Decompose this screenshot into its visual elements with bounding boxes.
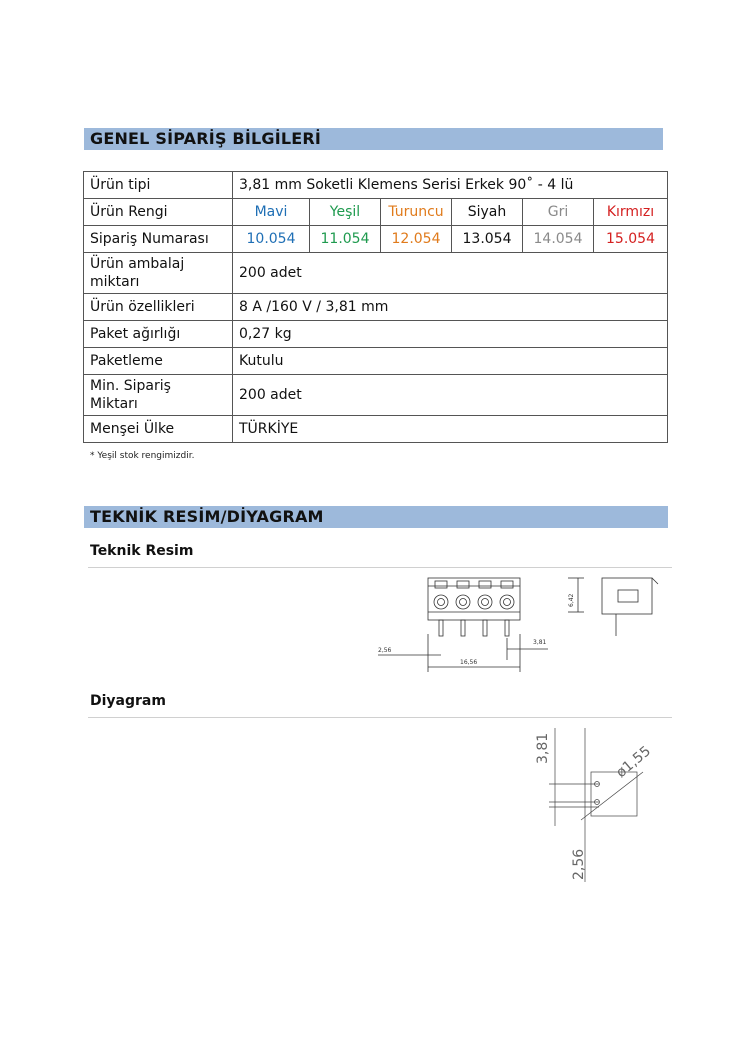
value-urun-tipi: 3,81 mm Soketli Klemens Serisi Erkek 90˚ - 4 lü [233,172,668,199]
table-row [84,253,668,294]
stock-color-note: * Yeşil stok rengimizdir. [90,451,195,461]
table-row [84,226,668,253]
color-name-yesil: Yeşil [310,199,381,226]
dim-total-label: 16,56 [460,659,478,666]
table-row [84,375,668,416]
dim-left-label: 2,56 [378,647,392,654]
dim-height-label: 6,42 [568,593,575,607]
color-name-gri: Gri [523,199,594,226]
value-ambalaj: 200 adet [233,253,668,294]
color-name-turuncu: Turuncu [381,199,452,226]
label-siparis-numarasi: Sipariş Numarası [84,226,233,253]
table-row [84,199,668,226]
technical-drawing [368,572,668,682]
divider [88,717,672,718]
order-code-gri: 14.054 [523,226,594,253]
color-name-siyah: Siyah [452,199,523,226]
table-row [84,294,668,321]
divider [88,567,672,568]
order-code-mavi: 10.054 [233,226,310,253]
section-title-teknik-resim: TEKNİK RESİM/DİYAGRAM [84,506,668,528]
label-paket-agirligi: Paket ağırlığı [84,321,233,348]
color-name-kirmizi: Kırmızı [594,199,668,226]
dim-right-label: 3,81 [533,639,547,646]
label-urun-rengi: Ürün Rengi [84,199,233,226]
table-row [84,416,668,443]
label-min-siparis: Min. Sipariş Miktarı [84,375,233,416]
label-mensei: Menşei Ülke [84,416,233,443]
table-row [84,321,668,348]
order-info-table [83,171,668,443]
value-paketleme: Kutulu [233,348,668,375]
value-ozellikler: 8 A /160 V / 3,81 mm [233,294,668,321]
value-mensei: TÜRKİYE [233,416,668,443]
diyagram-heading: Diyagram [90,693,166,709]
label-ozellikler: Ürün özellikleri [84,294,233,321]
label-paketleme: Paketleme [84,348,233,375]
value-paket-agirligi: 0,27 kg [233,321,668,348]
pitch-dim-label: 3,81 [535,732,551,764]
pcb-diagram [525,722,665,887]
label-urun-tipi: Ürün tipi [84,172,233,199]
order-code-turuncu: 12.054 [381,226,452,253]
table-row [84,348,668,375]
order-code-siyah: 13.054 [452,226,523,253]
value-min-siparis: 200 adet [233,375,668,416]
color-name-mavi: Mavi [233,199,310,226]
table-row [84,172,668,199]
offset-dim-label: 2,56 [571,848,587,880]
order-code-kirmizi: 15.054 [594,226,668,253]
diameter-dim-label: ø1,55 [613,743,655,782]
section-title-genel-siparis: GENEL SİPARİŞ BİLGİLERİ [84,128,663,150]
teknik-resim-heading: Teknik Resim [90,543,194,559]
order-code-yesil: 11.054 [310,226,381,253]
label-ambalaj: Ürün ambalaj miktarı [84,253,233,294]
